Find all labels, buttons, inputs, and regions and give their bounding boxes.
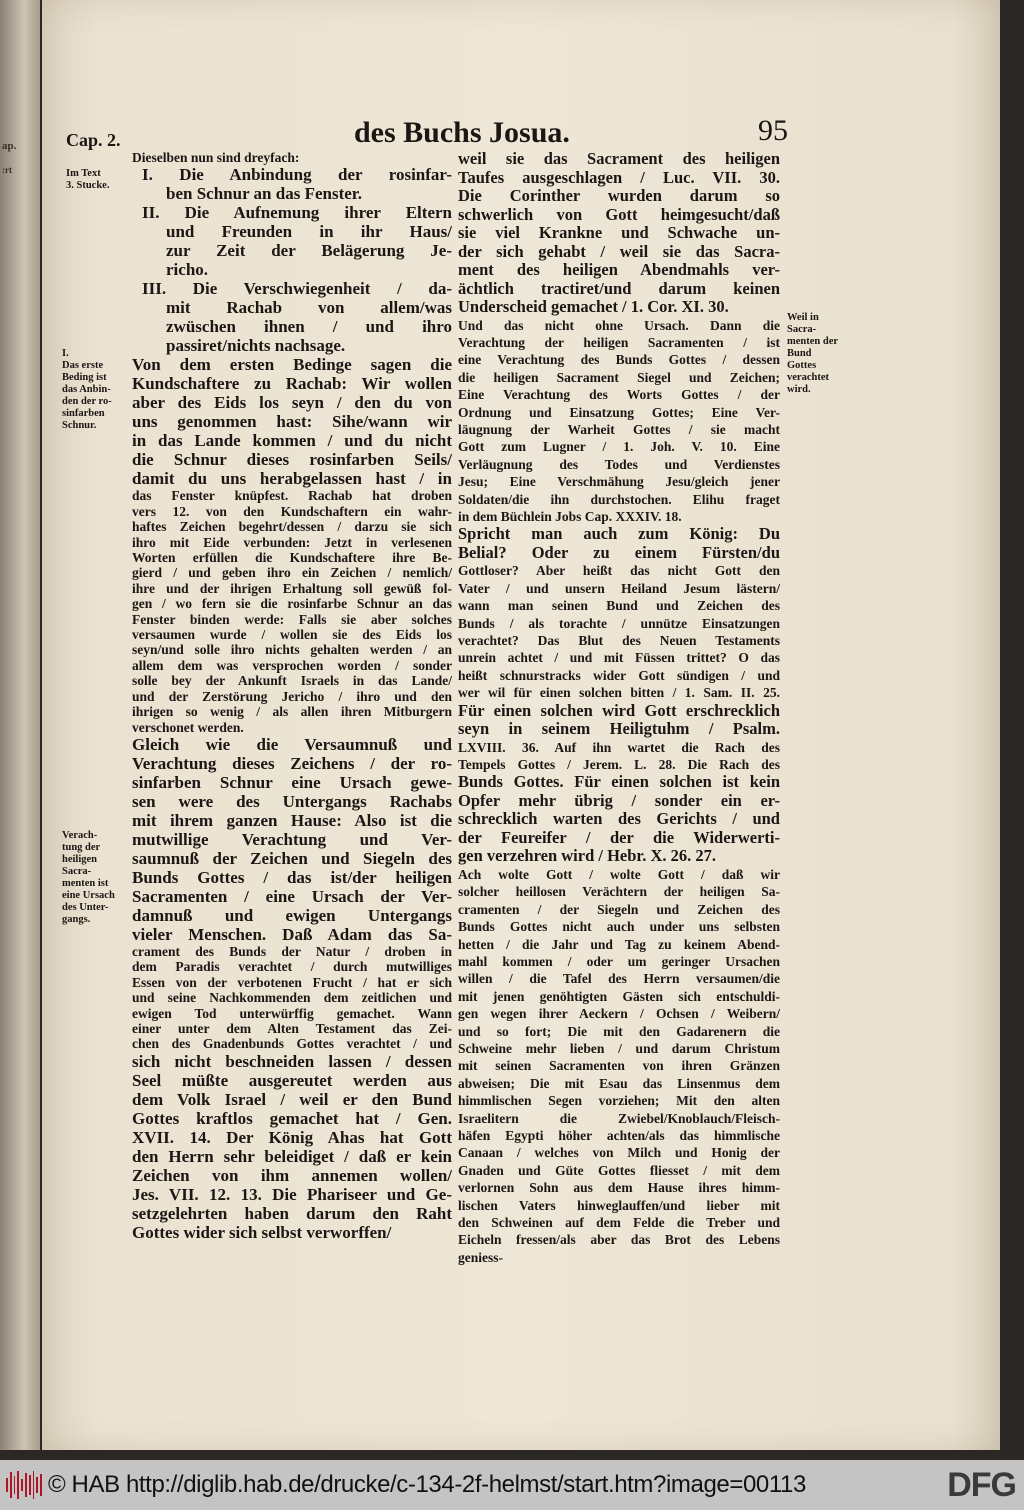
text-line: sich nicht beschneiden lassen / dessen [132,1051,452,1071]
text-line: seyn/und solle ihro nichts gehalten werden / an [132,642,452,658]
margin-note-text-parts [66,168,109,192]
text-line: abweisen; Die mit Esau das Linsenmus dem [458,1075,780,1091]
text-line: ächtlich tractiret/und darum keinen [458,279,780,298]
text-line: Soldaten/die ihn durchstochen. Elihu fraget [458,491,780,507]
text-line: und seine Nachkommenden dem zeitlichen und [132,990,452,1006]
book-page [42,0,1000,1450]
text-line: dem Paradis verachtet / durch mutwilliges [132,959,452,975]
right-text-column [458,150,780,1266]
text-line: ment des heiligen Abendmahls ver- [458,261,780,279]
text-line: wann man seinen Bund und Zeichen des [458,598,780,614]
text-line: wer wil für einen solchen bitten / 1. Sam. II. 25. [458,685,780,701]
text-line: in das Lande kommen / und du nicht [132,431,452,451]
text-line: gierd / und geben ihro ein Zeichen / nemlich/ [132,565,452,581]
text-line: Jesu; Eine Verschmähung Jesu/gleich jener [458,474,780,490]
left-text-column [132,150,452,1242]
margin-note-first-condition [62,348,112,432]
text-line: verachtet? Das Blut des Neuen Testaments [458,633,780,648]
text-line: Opfer mehr übrig / sonder ein er- [458,791,780,810]
margin-note-line: gangs. [62,914,91,925]
text-line: Verachtung dieses Zeichens / der ro- [132,753,452,773]
text-line: sie viel Krankne und Schwache un- [458,224,780,242]
margin-note-line: I. [62,348,69,359]
text-line: geniess- [458,1249,503,1265]
margin-note-line: Das erste [62,360,104,371]
text-line: Worten erfüllen die Kundschaftere ihre Be- [132,550,452,566]
text-line: uns genommen hast: Sihe/wann wir [132,412,452,432]
text-line: Die Corinther wurden darum so [458,187,780,205]
margin-note-line: Im Text [66,168,101,179]
text-line: die heiligen Sacrament Siegel und Zeichen; [458,369,780,385]
margin-note-line: heiligen [62,854,98,865]
text-line: sinfarben Schnur eine Ursach gewe- [132,772,452,792]
text-line: himmlischen Segen vorziehen; Mit den alten [458,1093,780,1109]
text-line: Fenster binden werde: Falls sie aber solches [132,611,452,627]
text-line: gen verzehren wird / Hebr. X. 26. 27. [458,847,717,866]
text-line: und der Zerstörung Jericho / ihro und den [132,688,452,704]
text-line: zur Zeit der Belägerung Je- [166,241,452,261]
text-line: Für einen solchen wird Gott erschrecklich [458,701,780,720]
text-line: Gottloser? Aber heißt das nicht Gott den [458,563,780,579]
margin-note-line: menten der [787,336,839,347]
text-line: richo. [166,260,209,280]
margin-note-line: Bund [787,348,812,359]
text-line: Zeichen von ihm annemen wollen/ [132,1165,452,1185]
text-line: Essen von der verbotenen Frucht / hat er sich [132,974,452,990]
text-line: setzgelehrten haben darum den Raht [132,1203,452,1223]
text-line: mit jenen genöhtigten Gästen sich entschuldi- [458,988,780,1004]
text-line: zwüschen ihnen / und ihro [166,317,452,337]
margin-note-line: Sacra- [787,324,817,335]
text-line: Und das nicht ohne Ursach. Dann die [458,317,780,333]
margin-note-line: des Unter- [62,902,109,913]
margin-note-contempt [62,830,115,926]
text-line: Verachtung der heiligen Sacramenten / ist [458,334,780,350]
text-line: versaumen wurde / wollen sie des Eids los [132,627,452,643]
text-line: Gott zum Lugner / 1. Joh. V. 10. Eine [458,439,780,455]
text-line: III. Die Verschwiegenheit / da- [142,279,452,299]
text-line: gen / wo fern sie die rosinfarbe Schnur an das [132,596,452,612]
text-line: II. Die Aufnemung ihrer Eltern [142,203,452,223]
text-line: Israelitern die Zwiebel/Knoblauch/Fleisch- [458,1110,780,1126]
text-line: allem dem was versprochen worden / sonder [132,657,452,673]
text-line: Gnaden und Güte Gottes fliesset / mit dem [458,1162,780,1178]
text-line: Gottes kraftlos gemachet hat / Gen. [132,1108,452,1128]
text-line: I. Die Anbindung der rosinfar- [142,165,452,185]
text-line: damnuß und ewigen Untergangs [132,905,452,925]
margin-note-line: Weil in [787,312,819,323]
text-line: Von dem ersten Bedinge sagen die [132,355,452,375]
copyright-url[interactable]: © HAB http://diglib.hab.de/drucke/c-134-2f-helmst/start.htm?image=00113 [48,1471,806,1498]
text-line: schrecklich warten des Gerichts / und [458,810,780,829]
text-line: XVII. 14. Der König Ahas hat Gott [132,1127,452,1147]
text-line: Sacramenten / eine Ursach der Ver- [132,886,452,906]
margin-note-line: 3. Stucke. [66,180,110,191]
text-line: unrein achtet / und mit Füssen trittet? O das [458,650,780,666]
text-line: Tempels Gottes / Jerem. L. 28. Die Rach des [458,757,780,773]
text-line: solle bey der Ankunft Israels in das Lande/ [132,673,452,689]
text-line: cramenten / der Siegeln und Zeichen des [458,901,780,917]
text-line: Ordnung und Einsatzung Gottes; Eine Ver- [458,404,780,420]
text-line: LXVIII. 36. Auf ihn wartet die Rach des [458,739,780,755]
text-line: Dieselben nun sind dreyfach: [132,150,300,165]
text-line: Kundschaftere zu Rachab: Wir wollen [132,374,452,394]
text-line: ihrigen so wenig / als allen ihren Mitburgern [132,704,452,720]
text-line: aber des Eids los seyn / den du von [132,393,452,413]
margin-note-line: Schnur. [62,420,97,431]
text-line: verschonet werden. [132,719,244,735]
previous-page-edge: ap. :rt [0,0,40,1450]
text-line: chen des Gnadenbunds Gottes verachtet / und [132,1036,452,1052]
text-line: damit du uns herabgelassen hast / in [132,469,452,489]
text-line: vers 12. von den Kundschaftern ein wahr- [132,503,452,519]
text-line: häfen Egypti höher achten/als das himmlische [458,1128,780,1144]
text-line: der sich gehabt / weil sie das Sacra- [458,242,780,261]
text-line: das Fenster knüpfest. Rachab hat droben [132,488,452,504]
text-line: Eine Verachtung des Worts Gottes / der [458,387,780,403]
margin-note-line: menten ist [62,878,109,889]
text-line: vieler Menschen. Daß Adam das Sa- [132,924,452,944]
text-line: willen / die Tafel des Herrn versaumen/die [458,971,780,987]
margin-note-line: tung der [62,842,101,853]
text-line: Underscheid gemachet / 1. Cor. XI. 30. [458,298,729,316]
text-line: Bunds Gottes nicht auch under uns selbsten [458,919,780,935]
text-line: verlornen Sohn aus dem Hause ihres himm- [458,1180,780,1196]
text-line: einer unter dem Alten Testament das Zei- [132,1020,452,1036]
text-line: hetten / die Jahr und Tag zu keinem Abend- [458,936,780,952]
footer-bar [0,1460,1024,1510]
text-line: und Freunden in ihr Haus/ [166,222,452,242]
text-line: der Feureifer / der die Widerwerti- [458,828,780,847]
margin-note-line: Beding ist [62,372,107,383]
text-line: mahl kommen / oder um geringer Ursachen [458,953,780,969]
text-line: seyn in seinem Heiligtuhm / Psalm. [458,720,780,739]
text-line: solcher heillosen Verächtern der heiligen Sa- [458,884,780,900]
text-line: Gleich wie die Versaumnuß und [132,734,452,754]
text-line: crament des Bunds der Natur / droben in [132,943,452,959]
margin-note-line: sinfarben [62,408,105,419]
margin-note-line: das Anbin- [62,384,111,395]
text-line: haftes Zeichen begehrt/dessen / darzu sie sich [132,519,452,535]
text-line: Spricht man auch zum König: Du [458,525,780,544]
text-line: Bunds Gottes. Für einen solchen ist kein [458,773,780,792]
text-line: und so fort; Die mit den Gadarenern die [458,1023,780,1039]
margin-note-line: den der ro- [62,396,112,407]
text-line: den Herrn sehr beleidiget / daß er kein [132,1146,452,1166]
margin-note-line: wird. [787,384,811,395]
margin-note-right [787,312,838,396]
text-line: Bunds / als torachte / unnütze Einsatzungen [458,615,780,631]
text-line: Ach wolte Gott / wolte Gott / daß wir [458,866,780,882]
margin-note-line: Gottes [787,360,817,371]
text-line: läugnung der Warheit Gottes / sie macht [458,421,780,437]
text-line: Schweine mehr lieben / und darum Christum [458,1041,780,1056]
margin-note-line: Verach- [62,830,98,841]
text-line: mit ihrem ganzen Hause: Also ist die [132,810,452,830]
dfg-logo: DFG [947,1466,1016,1504]
text-line: dem Volk Israel / weil er den Bund [132,1089,452,1109]
text-line: die Schnur dieses rosinfarben Seils/ [132,450,452,470]
text-line: Verläugnung des Todes und Verdienstes [458,456,780,472]
text-line: saumnuß der Zeichen und Siegeln des [132,848,452,868]
text-line: ihre und der ihrigen Erhaltung soll gewüß fol- [132,580,452,596]
text-line: heißt schnurstracks wider Gott sündigen / und [458,667,780,683]
text-line: Eicheln fressen/als aber das Brot des Lebens [458,1232,780,1248]
hab-logo-icon [6,1470,42,1500]
margin-note-line: Sacra- [62,866,92,877]
text-line: mit Rachab von allem/was [166,298,452,318]
text-line: passiret/nichts nachsage. [166,336,346,356]
text-line: Seel müßte ausgereutet werden aus [132,1070,452,1090]
chapter-label: Cap. 2. [66,130,121,150]
text-line: Gottes wider sich selbst verworffen/ [132,1222,392,1242]
margin-note-line: eine Ursach [62,890,115,901]
text-line: Jes. VII. 12. 13. Die Pharisеer und Ge- [132,1184,452,1204]
text-line: Bunds Gottes / das ist/der heiligen [132,867,452,887]
page-number: 95 [758,114,788,147]
text-line: mutwillige Verachtung und Ver- [132,829,452,849]
text-line: ben Schnur an das Fenster. [166,184,363,204]
text-line: Belial? Oder zu einem Fürsten/du [458,543,780,562]
text-line: ihro mit Eide verbunden: Jetzt in verlesenen [132,534,452,550]
text-line: den Schweinen auf dem Felde die Treber und [458,1215,780,1231]
text-line: mit seinen Sacramenten von ihren Gränzen [458,1058,780,1074]
text-line: eine Verachtung des Bunds Gottes / dessen [458,352,780,368]
running-title: des Buchs Josua. [354,116,570,149]
text-line: lischen Vaters hinweglauffen/und lieber mit [458,1197,780,1213]
text-line: gen wegen ihrer Aeckern / Ochsen / Weibern/ [458,1006,780,1022]
text-line: in dem Büchlein Jobs Cap. XXXIV. 18. [458,508,682,524]
text-line: ewigen Tod unterwürffig gemachet. Wann [132,1005,452,1021]
text-line: Taufes ausgeschlagen / Luc. VII. 30. [458,168,780,187]
text-line: sen were des Untergangs Rachabs [132,791,452,811]
margin-note-line: verachtet [787,372,829,383]
text-line: Canaan / welches von Milch und Honig der [458,1145,780,1161]
text-line: Vater / und unsern Heiland Jesum lästern/ [458,580,780,596]
text-line: schwerlich von Gott heimgesucht/daß [458,205,780,224]
text-line: weil sie das Sacrament des heiligen [458,150,780,168]
